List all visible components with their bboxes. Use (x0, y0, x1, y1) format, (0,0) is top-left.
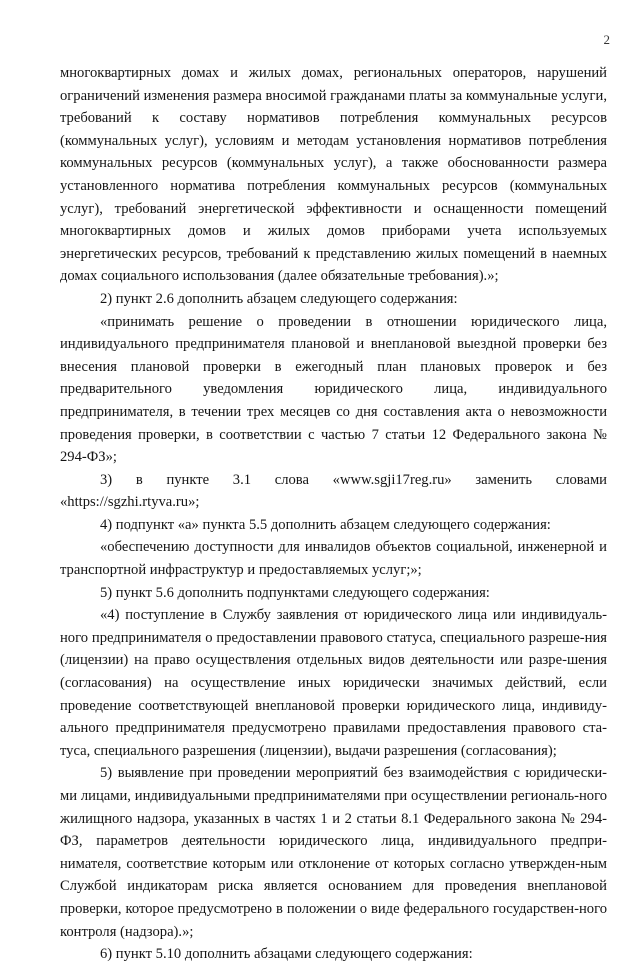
paragraph-item-5: 5) пункт 5.6 дополнить подпунктами следующего содержания: (100, 584, 490, 601)
paragraph-item-2: 2) пункт 2.6 дополнить абзацем следующего содержания: (100, 290, 458, 307)
page-number: 2 (603, 32, 610, 47)
paragraph-item-3: 3) в пункте 3.1 слова «www.sgji17reg.ru» заменить словами «https://sgzhi.rtyva.ru»; (60, 471, 607, 511)
document-body (60, 62, 607, 966)
paragraph-item-2-content: «принимать решение о проведении в отношении юридического лица, индивидуального предпринимателя плановой и внеплановой выездной проверки без внесения плановой проверки в ежегодный план плановых проверок и без предварительного уведомления юридического лица, индивидуального предпринимателя, в течении трех месяцев со дня составления акта о невозможности проведения проверки, в соответствии с частью 7 статьи 12 Федерального закона № 294-ФЗ»; (60, 313, 607, 466)
paragraph-item-4: 4) подпункт «а» пункта 5.5 дополнить абзацем следующего содержания: (100, 516, 551, 533)
paragraph-subitem-5: 5) выявление при проведении мероприятий без взаимодействия с юридически-ми лицами, индивидуальными предпринимателями при осуществлении региональ-ного жилищного надзора, указанных в частях 1 и 2 статьи 8.1 Федерального закона № 294-ФЗ, параметров деятельности юридического лица, индивидуального предпри-нимателя, соответствие которым или отклонение от которых согласно утвержден-ным Службой индикаторам риска является основанием для проведения внеплановой проверки, которое предусмотрено в положении о виде федерального государствен-ного контроля (надзора).»; (60, 765, 607, 940)
paragraph-subitem-4: «4) поступление в Службу заявления от юридического лица или индивидуаль-ного предпринимателя о предоставлении правового статуса, специального разреше-ния (лицензии) на право осуществления отдельных видов деятельности или разре-шения (согласования) на осуществление иных юридически значимых действий, если проведение соответствующей внеплановой проверки юридического лица, индивиду-ального предпринимателя предусмотрено правилами предоставления правового ста-туса, специального разрешения (лицензии), выдачи разрешения (согласования); (60, 607, 607, 759)
paragraph-item-4-content: «обеспечению доступности для инвалидов объектов социальной, инженерной и транспортной инфраструктур и предоставляемых услуг;»; (60, 539, 607, 579)
paragraph-requirements-continuation: многоквартирных домах и жилых домах, региональных операторов, нарушений ограничений изменения размера вносимой гражданами платы за коммунальные услуги, требований к составу нормативов потребления коммунальных ресурсов (коммунальных услуг), условиям и методам установления нормативов потребления коммунальных ресурсов (коммунальных услуг), а также обоснованности размера установленного норматива потребления коммунальных ресурсов (коммунальных услуг), требований энергетической эффективности и оснащенности помещений многоквартирных домов и жилых домов приборами учета используемых энергетических ресурсов, требований к представлению жилых помещений в наемных домах социального использования (далее обязательные требования).»; (60, 65, 607, 285)
paragraph-item-6: 6) пункт 5.10 дополнить абзацами следующего содержания: (100, 946, 473, 963)
